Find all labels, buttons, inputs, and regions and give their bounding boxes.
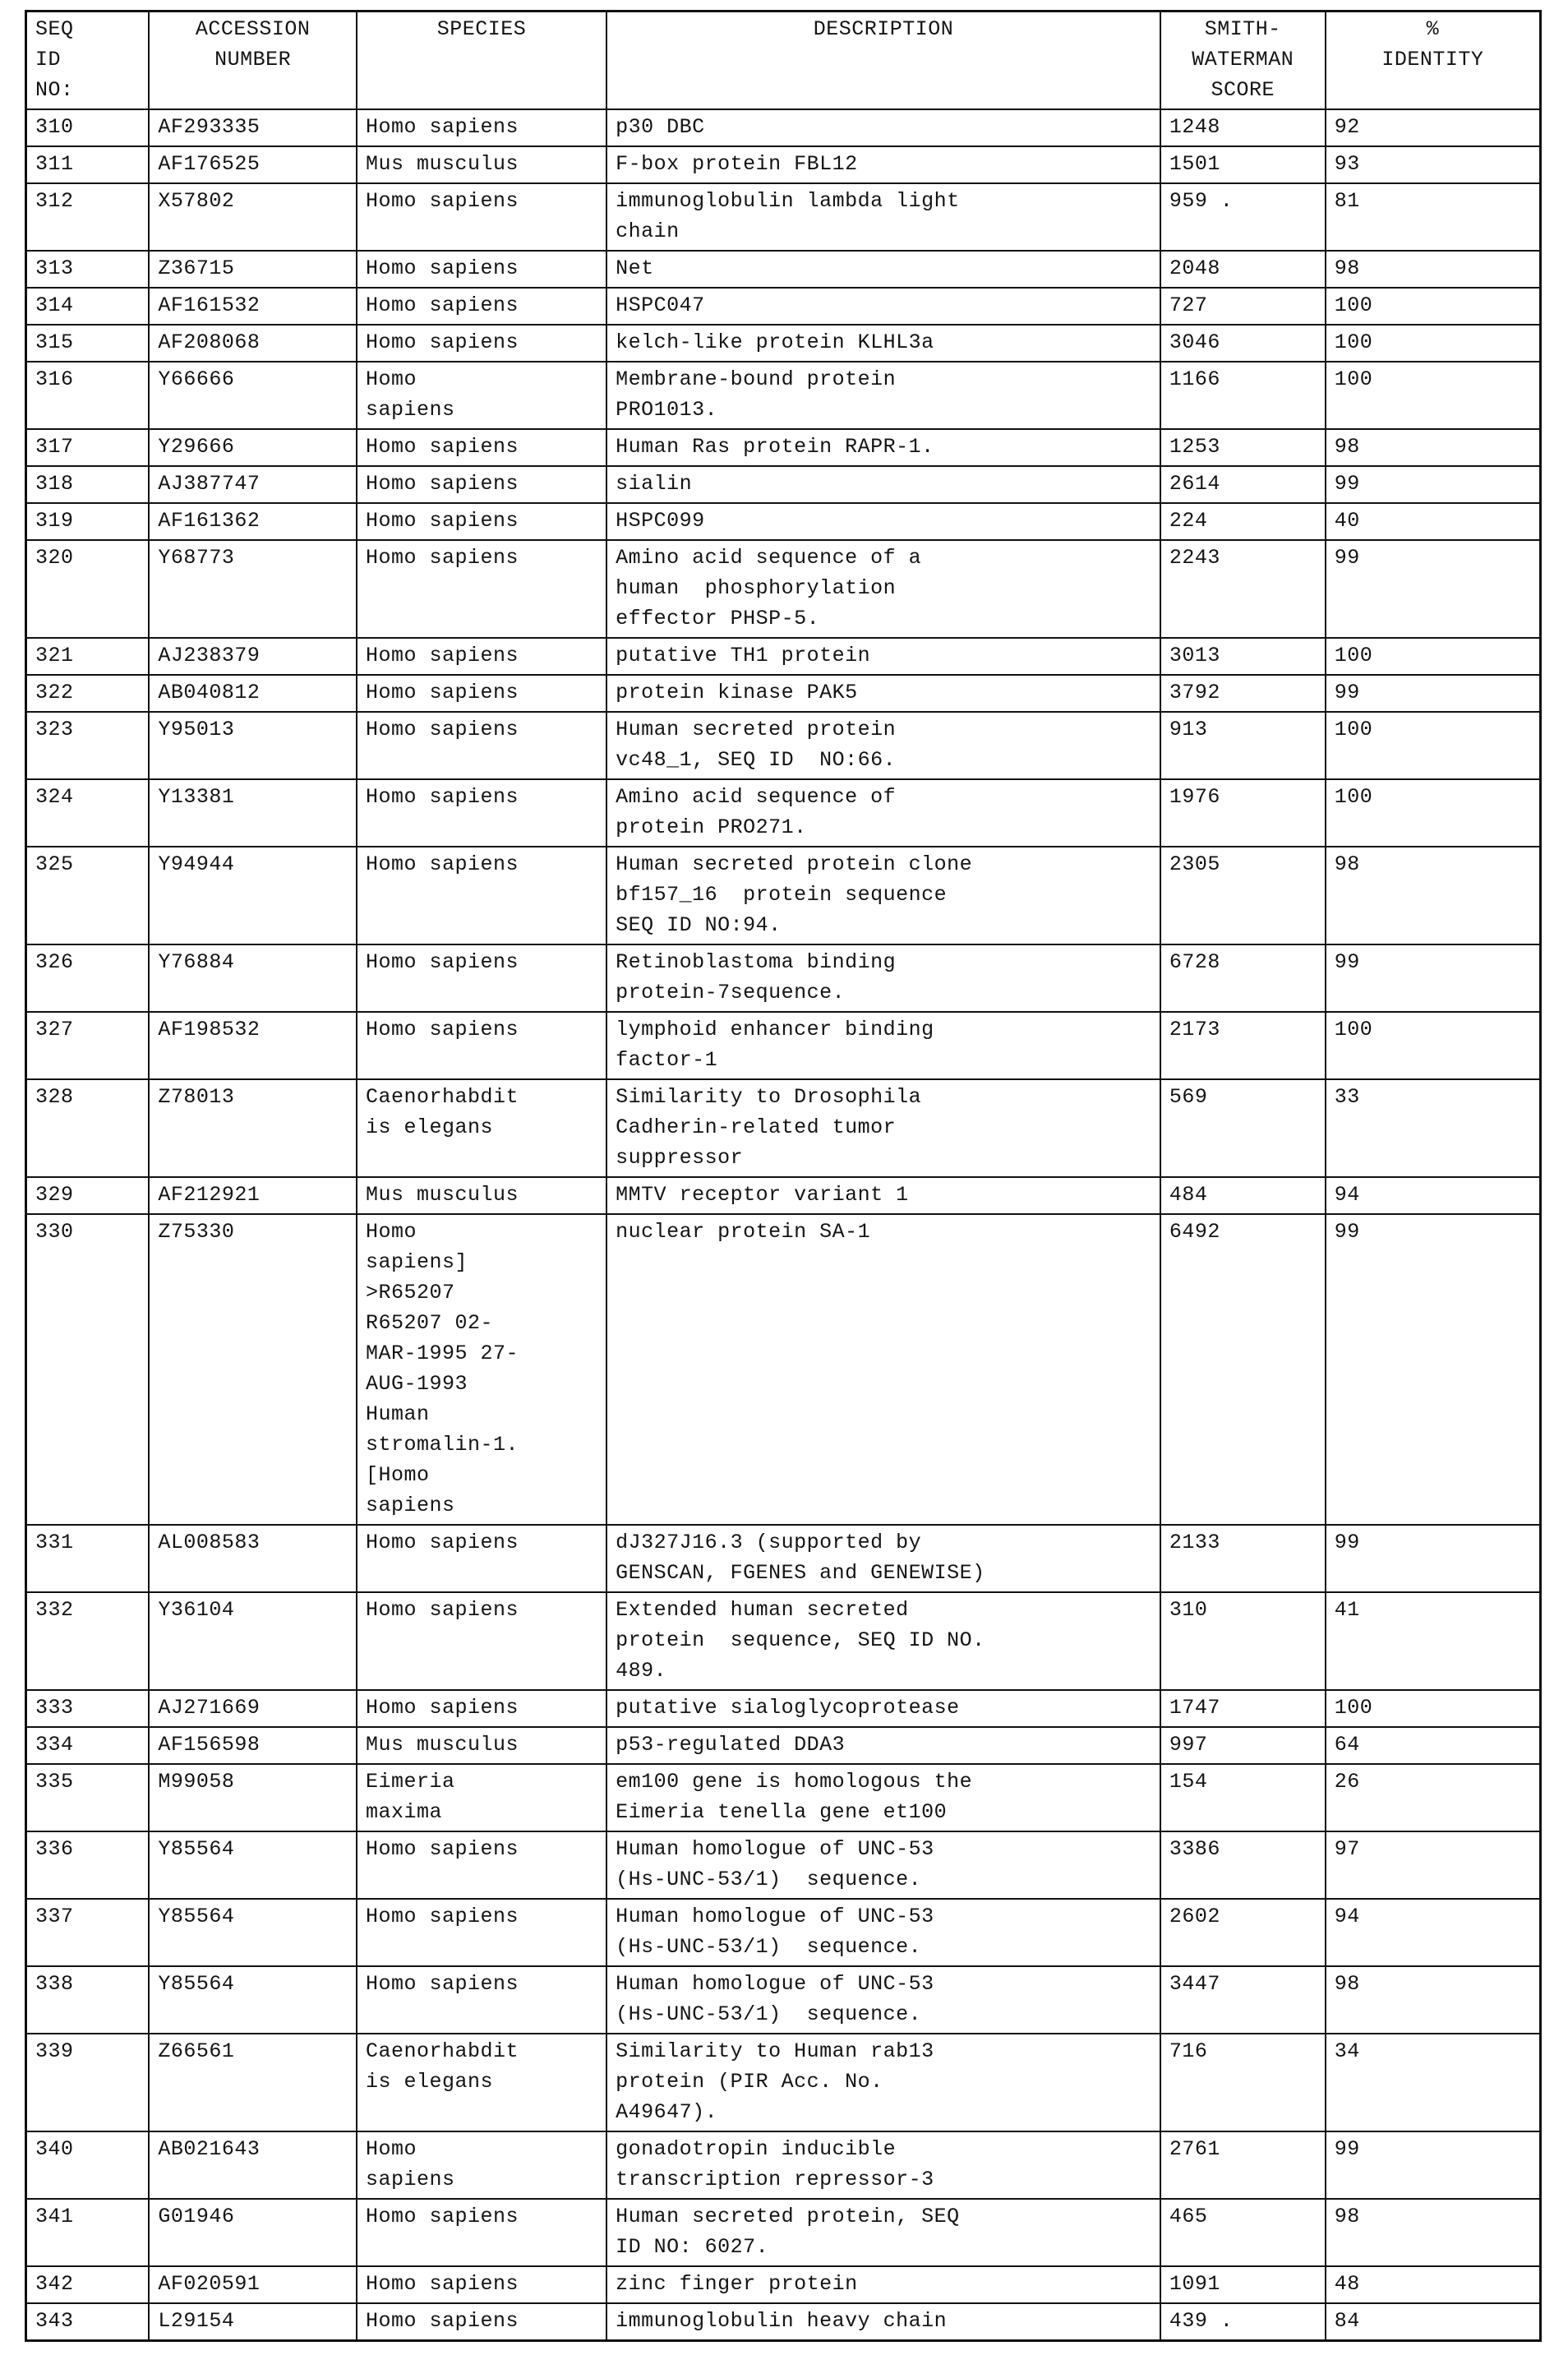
cell-species: Homo sapiens — [357, 325, 606, 362]
cell-species: Homo sapiens — [357, 1012, 606, 1079]
cell-description: dJ327J16.3 (supported by GENSCAN, FGENES and GENEWISE) — [606, 1525, 1160, 1592]
cell-description: Human Ras protein RAPR-1. — [606, 429, 1160, 466]
table-row-332 — [26, 1592, 1541, 1690]
cell-description: sialin — [606, 466, 1160, 503]
table-row-339 — [26, 2034, 1541, 2131]
cell-description: HSPC047 — [606, 288, 1160, 325]
cell-seq_id: 337 — [26, 1899, 150, 1966]
cell-accession: Y36104 — [149, 1592, 357, 1690]
cell-accession: Z66561 — [149, 2034, 357, 2131]
cell-accession: Y29666 — [149, 429, 357, 466]
cell-description: Extended human secreted protein sequence, SEQ ID NO. 489. — [606, 1592, 1160, 1690]
cell-accession: G01946 — [149, 2199, 357, 2266]
cell-accession: AJ387747 — [149, 466, 357, 503]
cell-seq_id: 325 — [26, 847, 150, 944]
cell-identity: 94 — [1326, 1899, 1541, 1966]
cell-description: MMTV receptor variant 1 — [606, 1177, 1160, 1214]
cell-score: 3792 — [1160, 675, 1326, 712]
cell-species: Homo sapiens — [357, 503, 606, 540]
cell-species: Homo sapiens — [357, 1525, 606, 1592]
table-row-325 — [26, 847, 1541, 944]
table-row-314 — [26, 288, 1541, 325]
cell-seq_id: 336 — [26, 1831, 150, 1899]
cell-score: 3386 — [1160, 1831, 1326, 1899]
cell-score: 310 — [1160, 1592, 1326, 1690]
cell-identity: 98 — [1326, 847, 1541, 944]
cell-description: Similarity to Human rab13 protein (PIR Acc. No. A49647). — [606, 2034, 1160, 2131]
cell-description: Similarity to Drosophila Cadherin-related tumor suppressor — [606, 1079, 1160, 1177]
cell-identity: 100 — [1326, 362, 1541, 429]
cell-identity: 81 — [1326, 183, 1541, 251]
cell-accession: AF208068 — [149, 325, 357, 362]
cell-identity: 100 — [1326, 288, 1541, 325]
cell-species: Homo sapiens — [357, 288, 606, 325]
table-row-342 — [26, 2266, 1541, 2303]
cell-seq_id: 328 — [26, 1079, 150, 1177]
table-row-330 — [26, 1214, 1541, 1525]
column-header-accession: ACCESSION NUMBER — [149, 12, 357, 110]
cell-species: Caenorhabdit is elegans — [357, 2034, 606, 2131]
cell-identity: 98 — [1326, 2199, 1541, 2266]
cell-species: Homo sapiens — [357, 466, 606, 503]
cell-species: Homo sapiens — [357, 1690, 606, 1727]
cell-description: Human homologue of UNC-53 (Hs-UNC-53/1) sequence. — [606, 1899, 1160, 1966]
cell-description: em100 gene is homologous the Eimeria tenella gene et100 — [606, 1764, 1160, 1831]
cell-seq_id: 329 — [26, 1177, 150, 1214]
cell-species: Homo sapiens — [357, 847, 606, 944]
cell-species: Homo sapiens — [357, 1592, 606, 1690]
cell-species: Homo sapiens — [357, 1966, 606, 2034]
cell-score: 439 . — [1160, 2303, 1326, 2341]
cell-seq_id: 333 — [26, 1690, 150, 1727]
cell-seq_id: 313 — [26, 251, 150, 288]
cell-identity: 34 — [1326, 2034, 1541, 2131]
cell-description: putative sialoglycoprotease — [606, 1690, 1160, 1727]
cell-description: kelch-like protein KLHL3a — [606, 325, 1160, 362]
cell-species: Mus musculus — [357, 1727, 606, 1764]
cell-score: 569 — [1160, 1079, 1326, 1177]
cell-seq_id: 335 — [26, 1764, 150, 1831]
cell-accession: Y13381 — [149, 779, 357, 847]
cell-description: F-box protein FBL12 — [606, 146, 1160, 183]
cell-species: Homo sapiens — [357, 362, 606, 429]
cell-identity: 26 — [1326, 1764, 1541, 1831]
table-row-331 — [26, 1525, 1541, 1592]
cell-accession: Y94944 — [149, 847, 357, 944]
table-row-322 — [26, 675, 1541, 712]
header-row — [26, 12, 1541, 110]
cell-accession: Y85564 — [149, 1899, 357, 1966]
cell-accession: X57802 — [149, 183, 357, 251]
cell-seq_id: 331 — [26, 1525, 150, 1592]
cell-species: Homo sapiens — [357, 2303, 606, 2341]
table-row-327 — [26, 1012, 1541, 1079]
cell-score: 1166 — [1160, 362, 1326, 429]
cell-score: 1091 — [1160, 2266, 1326, 2303]
cell-identity: 99 — [1326, 466, 1541, 503]
cell-score: 3013 — [1160, 638, 1326, 675]
cell-identity: 98 — [1326, 251, 1541, 288]
cell-seq_id: 322 — [26, 675, 150, 712]
cell-species: Homo sapiens — [357, 1899, 606, 1966]
cell-identity: 100 — [1326, 779, 1541, 847]
column-header-description: DESCRIPTION — [606, 12, 1160, 110]
table-row-324 — [26, 779, 1541, 847]
cell-accession: AF212921 — [149, 1177, 357, 1214]
cell-species: Homo sapiens — [357, 429, 606, 466]
cell-species: Homo sapiens — [357, 944, 606, 1012]
cell-seq_id: 321 — [26, 638, 150, 675]
cell-description: Human secreted protein, SEQ ID NO: 6027. — [606, 2199, 1160, 2266]
cell-identity: 100 — [1326, 1690, 1541, 1727]
cell-species: Homo sapiens — [357, 712, 606, 779]
cell-description: immunoglobulin heavy chain — [606, 2303, 1160, 2341]
column-header-seq_id: SEQ ID NO: — [26, 12, 150, 110]
cell-seq_id: 326 — [26, 944, 150, 1012]
cell-species: Homo sapiens — [357, 2266, 606, 2303]
cell-accession: AB021643 — [149, 2131, 357, 2199]
cell-identity: 94 — [1326, 1177, 1541, 1214]
cell-species: Homo sapiens — [357, 638, 606, 675]
cell-identity: 100 — [1326, 638, 1541, 675]
cell-species: Homo sapiens — [357, 1831, 606, 1899]
cell-accession: AF176525 — [149, 146, 357, 183]
cell-identity: 48 — [1326, 2266, 1541, 2303]
cell-description: nuclear protein SA-1 — [606, 1214, 1160, 1525]
cell-description: Human secreted protein vc48_1, SEQ ID NO:66. — [606, 712, 1160, 779]
cell-seq_id: 312 — [26, 183, 150, 251]
cell-species: Homo sapiens — [357, 779, 606, 847]
cell-identity: 99 — [1326, 675, 1541, 712]
cell-accession: M99058 — [149, 1764, 357, 1831]
cell-accession: Y68773 — [149, 540, 357, 638]
cell-identity: 92 — [1326, 109, 1541, 146]
cell-description: Retinoblastoma binding protein-7sequence. — [606, 944, 1160, 1012]
cell-score: 2602 — [1160, 1899, 1326, 1966]
table-row-317 — [26, 429, 1541, 466]
cell-description: immunoglobulin lambda light chain — [606, 183, 1160, 251]
sequence-table — [25, 10, 1542, 2342]
cell-species: Caenorhabdit is elegans — [357, 1079, 606, 1177]
cell-score: 6492 — [1160, 1214, 1326, 1525]
cell-accession: AF293335 — [149, 109, 357, 146]
cell-seq_id: 341 — [26, 2199, 150, 2266]
cell-score: 484 — [1160, 1177, 1326, 1214]
cell-seq_id: 311 — [26, 146, 150, 183]
cell-accession: Z36715 — [149, 251, 357, 288]
table-row-337 — [26, 1899, 1541, 1966]
table-row-341 — [26, 2199, 1541, 2266]
table-row-319 — [26, 503, 1541, 540]
cell-score: 913 — [1160, 712, 1326, 779]
cell-seq_id: 318 — [26, 466, 150, 503]
cell-accession: Z78013 — [149, 1079, 357, 1177]
cell-accession: AJ271669 — [149, 1690, 357, 1727]
cell-identity: 33 — [1326, 1079, 1541, 1177]
cell-species: Homo sapiens — [357, 183, 606, 251]
cell-seq_id: 319 — [26, 503, 150, 540]
cell-species: Homo sapiens — [357, 251, 606, 288]
table-row-329 — [26, 1177, 1541, 1214]
cell-seq_id: 343 — [26, 2303, 150, 2341]
table-row-333 — [26, 1690, 1541, 1727]
table-row-316 — [26, 362, 1541, 429]
table-row-340 — [26, 2131, 1541, 2199]
table-header — [26, 12, 1541, 110]
cell-description: Net — [606, 251, 1160, 288]
cell-identity: 99 — [1326, 2131, 1541, 2199]
cell-identity: 98 — [1326, 429, 1541, 466]
cell-score: 727 — [1160, 288, 1326, 325]
cell-score: 2133 — [1160, 1525, 1326, 1592]
cell-species: Homo sapiens — [357, 2199, 606, 2266]
cell-score: 997 — [1160, 1727, 1326, 1764]
cell-identity: 84 — [1326, 2303, 1541, 2341]
table-row-334 — [26, 1727, 1541, 1764]
cell-accession: Y76884 — [149, 944, 357, 1012]
cell-score: 465 — [1160, 2199, 1326, 2266]
cell-score: 2048 — [1160, 251, 1326, 288]
cell-accession: Y66666 — [149, 362, 357, 429]
cell-score: 1248 — [1160, 109, 1326, 146]
cell-score: 3046 — [1160, 325, 1326, 362]
cell-description: Amino acid sequence of a human phosphorylation effector PHSP-5. — [606, 540, 1160, 638]
cell-score: 2173 — [1160, 1012, 1326, 1079]
cell-description: Amino acid sequence of protein PRO271. — [606, 779, 1160, 847]
table-row-328 — [26, 1079, 1541, 1177]
cell-accession: L29154 — [149, 2303, 357, 2341]
cell-accession: AL008583 — [149, 1525, 357, 1592]
cell-species: Mus musculus — [357, 146, 606, 183]
cell-seq_id: 315 — [26, 325, 150, 362]
cell-species: Homo sapiens — [357, 675, 606, 712]
cell-identity: 97 — [1326, 1831, 1541, 1899]
cell-identity: 99 — [1326, 944, 1541, 1012]
cell-identity: 40 — [1326, 503, 1541, 540]
cell-description: Human secreted protein clone bf157_16 protein sequence SEQ ID NO:94. — [606, 847, 1160, 944]
cell-description: Human homologue of UNC-53 (Hs-UNC-53/1) sequence. — [606, 1831, 1160, 1899]
cell-score: 224 — [1160, 503, 1326, 540]
cell-score: 1253 — [1160, 429, 1326, 466]
cell-identity: 100 — [1326, 325, 1541, 362]
cell-seq_id: 332 — [26, 1592, 150, 1690]
cell-accession: AF156598 — [149, 1727, 357, 1764]
cell-score: 154 — [1160, 1764, 1326, 1831]
cell-seq_id: 338 — [26, 1966, 150, 2034]
cell-seq_id: 342 — [26, 2266, 150, 2303]
table-row-343 — [26, 2303, 1541, 2341]
cell-score: 3447 — [1160, 1966, 1326, 2034]
cell-score: 1747 — [1160, 1690, 1326, 1727]
column-header-score: SMITH- WATERMAN SCORE — [1160, 12, 1326, 110]
cell-species: Homo sapiens — [357, 540, 606, 638]
cell-identity: 64 — [1326, 1727, 1541, 1764]
cell-accession: Y85564 — [149, 1831, 357, 1899]
column-header-species: SPECIES — [357, 12, 606, 110]
cell-seq_id: 324 — [26, 779, 150, 847]
cell-seq_id: 339 — [26, 2034, 150, 2131]
cell-accession: Z75330 — [149, 1214, 357, 1525]
cell-description: p53-regulated DDA3 — [606, 1727, 1160, 1764]
table-row-318 — [26, 466, 1541, 503]
cell-description: gonadotropin inducible transcription repressor-3 — [606, 2131, 1160, 2199]
table-row-313 — [26, 251, 1541, 288]
cell-identity: 99 — [1326, 1214, 1541, 1525]
cell-identity: 98 — [1326, 1966, 1541, 2034]
cell-seq_id: 340 — [26, 2131, 150, 2199]
cell-description: lymphoid enhancer binding factor-1 — [606, 1012, 1160, 1079]
cell-accession: Y85564 — [149, 1966, 357, 2034]
cell-seq_id: 320 — [26, 540, 150, 638]
cell-score: 959 . — [1160, 183, 1326, 251]
cell-species: Eimeria maxima — [357, 1764, 606, 1831]
table-row-321 — [26, 638, 1541, 675]
cell-description: p30 DBC — [606, 109, 1160, 146]
cell-accession: Y95013 — [149, 712, 357, 779]
cell-description: HSPC099 — [606, 503, 1160, 540]
cell-seq_id: 323 — [26, 712, 150, 779]
cell-accession: AF161362 — [149, 503, 357, 540]
table-row-335 — [26, 1764, 1541, 1831]
table-row-320 — [26, 540, 1541, 638]
cell-score: 6728 — [1160, 944, 1326, 1012]
cell-score: 1976 — [1160, 779, 1326, 847]
cell-description: putative TH1 protein — [606, 638, 1160, 675]
cell-seq_id: 334 — [26, 1727, 150, 1764]
cell-identity: 99 — [1326, 1525, 1541, 1592]
table-row-311 — [26, 146, 1541, 183]
cell-accession: AF161532 — [149, 288, 357, 325]
cell-identity: 99 — [1326, 540, 1541, 638]
cell-seq_id: 314 — [26, 288, 150, 325]
cell-identity: 41 — [1326, 1592, 1541, 1690]
cell-seq_id: 317 — [26, 429, 150, 466]
cell-description: protein kinase PAK5 — [606, 675, 1160, 712]
table-row-310 — [26, 109, 1541, 146]
cell-score: 1501 — [1160, 146, 1326, 183]
cell-species: Homo sapiens] >R65207 R65207 02- MAR-1995 27- AUG-1993 Human stromalin-1. [Homo sapiens — [357, 1214, 606, 1525]
cell-description: zinc finger protein — [606, 2266, 1160, 2303]
cell-score: 2614 — [1160, 466, 1326, 503]
cell-identity: 100 — [1326, 712, 1541, 779]
table-row-338 — [26, 1966, 1541, 2034]
table-row-326 — [26, 944, 1541, 1012]
cell-seq_id: 316 — [26, 362, 150, 429]
cell-seq_id: 310 — [26, 109, 150, 146]
cell-accession: AF020591 — [149, 2266, 357, 2303]
cell-score: 2305 — [1160, 847, 1326, 944]
cell-identity: 93 — [1326, 146, 1541, 183]
cell-species: Mus musculus — [357, 1177, 606, 1214]
cell-species: Homo sapiens — [357, 2131, 606, 2199]
cell-score: 716 — [1160, 2034, 1326, 2131]
cell-description: Human homologue of UNC-53 (Hs-UNC-53/1) sequence. — [606, 1966, 1160, 2034]
cell-species: Homo sapiens — [357, 109, 606, 146]
table-row-336 — [26, 1831, 1541, 1899]
cell-identity: 100 — [1326, 1012, 1541, 1079]
table-body — [26, 109, 1541, 2341]
cell-description: Membrane-bound protein PRO1013. — [606, 362, 1160, 429]
cell-accession: AJ238379 — [149, 638, 357, 675]
table-row-312 — [26, 183, 1541, 251]
cell-seq_id: 327 — [26, 1012, 150, 1079]
cell-accession: AB040812 — [149, 675, 357, 712]
cell-accession: AF198532 — [149, 1012, 357, 1079]
cell-seq_id: 330 — [26, 1214, 150, 1525]
table-row-323 — [26, 712, 1541, 779]
cell-score: 2243 — [1160, 540, 1326, 638]
column-header-identity: % IDENTITY — [1326, 12, 1541, 110]
cell-score: 2761 — [1160, 2131, 1326, 2199]
table-row-315 — [26, 325, 1541, 362]
